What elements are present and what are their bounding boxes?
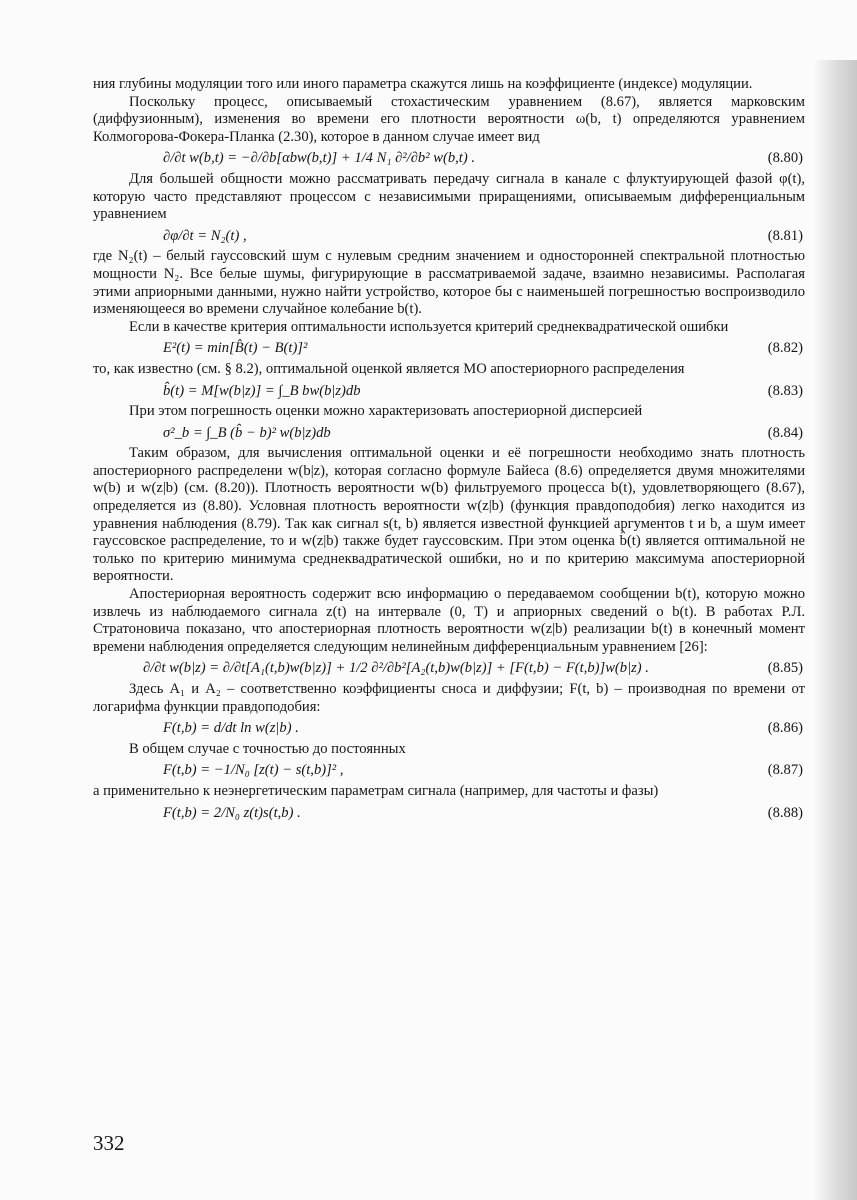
equation-8-81 bbox=[93, 228, 805, 246]
paragraph: В общем случае с точностью до постоянных bbox=[129, 740, 406, 757]
equation-formula: ∂φ/∂t = N₂(t) , bbox=[163, 227, 247, 244]
paragraph: Поскольку процесс, описываемый стохастическим уравнением (8.67), является марковским (диффузионным), изменения во времени его плотности вероятности ω(b, t) определяются уравнением Колмогорова-Фокера-Планка (2.30), которое в данном случае имеет вид bbox=[93, 93, 805, 145]
equation-8-83 bbox=[93, 383, 805, 401]
paragraph: ния глубины модуляции того или иного параметра скажутся лишь на коэффициенте (индексе) модуляции. bbox=[93, 76, 753, 92]
page-edge-shadow bbox=[813, 60, 857, 1200]
paragraph: Для большей общности можно рассматривать передачу сигнала в канале с флуктуирующей фазой φ(t), которую часто представляют процессом с независимыми приращениями, описываемым дифференциальным уравнением bbox=[93, 170, 805, 223]
equation-8-88 bbox=[93, 805, 805, 823]
paragraph: При этом погрешность оценки можно характеризовать апостериорной дисперсией bbox=[129, 403, 643, 420]
equation-number: (8.87) bbox=[767, 762, 803, 779]
equation-8-86 bbox=[93, 720, 805, 738]
equation-number: (8.81) bbox=[767, 227, 803, 244]
equation-formula: σ²_b = ∫_B (b̂ − b)² w(b|z)db bbox=[163, 424, 331, 441]
paragraph: Здесь A₁ и A₂ – соответственно коэффициенты сноса и диффузии; F(t, b) – производная по времени от логарифма функции правдоподобия: bbox=[93, 681, 805, 715]
equation-formula: ∂/∂t w(b|z) = ∂/∂t[A₁(t,b)w(b|z)] + 1/2 ∂²/∂b²[A₂(t,b)w(b|z)] + [F(t,b) − F(t,b)]w(b|z) . bbox=[143, 660, 649, 677]
paragraph: Таким образом, для вычисления оптимальной оценки и её погрешности необходимо знать плотность апостериорного распределени w(b|z), которая согласно формуле Байеса (8.6) определяется двумя множителями w(b) и w(z|b) (см. (8.20)). Плотность вероятности w(b) фильтруемого процесса b(t), удовлетворяющего (8.67), определяется из (8.80). Условная плотность вероятности w(z|b) (функция правдоподобия) легко находится из уравнения наблюдения (8.79). Так как сигнал s(t, b) является известной функцией аргументов t и b, а шум имеет гауссовское распределение, то и w(z|b) также будет гауссовским. При этом оценка b̂(t) является оптимальной не только по критерию минимума среднеквадратической ошибки, но и по критерию максимума апостериорной вероятности. bbox=[93, 445, 805, 585]
equation-formula: F(t,b) = d/dt ln w(z|b) . bbox=[163, 720, 299, 737]
equation-number: (8.82) bbox=[767, 340, 803, 357]
paragraph: где N₂(t) – белый гауссовский шум с нулевым средним значением и односторонней спектральной плотностью мощности N₂. Все белые шумы, фигурирующие в рассматриваемой задаче, взаимно независимы. Располагая этими априорными данными, нужно найти устройство, которое бы с наименьшей погрешностью воспроизводило изменяющееся во времени случайное колебание b(t). bbox=[93, 248, 805, 318]
equation-8-87 bbox=[93, 762, 805, 780]
equation-number: (8.83) bbox=[767, 382, 803, 399]
equation-formula: F(t,b) = 2/N₀ z(t)s(t,b) . bbox=[163, 804, 301, 821]
page-number: 332 bbox=[93, 1131, 125, 1155]
equation-number: (8.80) bbox=[767, 150, 803, 167]
paragraph: то, как известно (см. § 8.2), оптимальной оценкой является МО апостериорного распределения bbox=[93, 360, 685, 377]
equation-8-84 bbox=[93, 425, 805, 443]
page-body bbox=[93, 76, 805, 825]
paragraph: а применительно к неэнергетическим параметрам сигнала (например, для частоты и фазы) bbox=[93, 782, 659, 799]
paragraph: Апостериорная вероятность содержит всю информацию о передаваемом сообщении b(t), которую можно извлечь из наблюдаемого сигнала z(t) на интервале (0, T) и априорных сведений о b(t). В работах Р.Л. Стратоновича показано, что апостериорная плотность вероятности w(z|b) реализации b(t) в конечный момент времени наблюдения определяется следующим нелинейным дифференциальным уравнением [26]: bbox=[93, 586, 805, 655]
equation-number: (8.88) bbox=[767, 804, 803, 821]
equation-8-80 bbox=[93, 150, 805, 168]
equation-formula: b̂(t) = M[w(b|z)] = ∫_B bw(b|z)db bbox=[163, 382, 361, 399]
equation-number: (8.85) bbox=[767, 660, 803, 677]
equation-formula: E²(t) = min[B̂(t) − B(t)]² bbox=[163, 340, 308, 357]
equation-number: (8.86) bbox=[767, 720, 803, 737]
equation-formula: ∂/∂t w(b,t) = −∂/∂b[αbw(b,t)] + 1/4 N₁ ∂²/∂b² w(b,t) . bbox=[163, 150, 475, 167]
paragraph: Если в качестве критерия оптимальности используется критерий среднеквадратической ошибки bbox=[129, 318, 729, 335]
equation-formula: F(t,b) = −1/N₀ [z(t) − s(t,b)]² , bbox=[163, 762, 344, 779]
equation-number: (8.84) bbox=[767, 424, 803, 441]
equation-8-82 bbox=[93, 340, 805, 358]
equation-8-85 bbox=[93, 660, 805, 678]
